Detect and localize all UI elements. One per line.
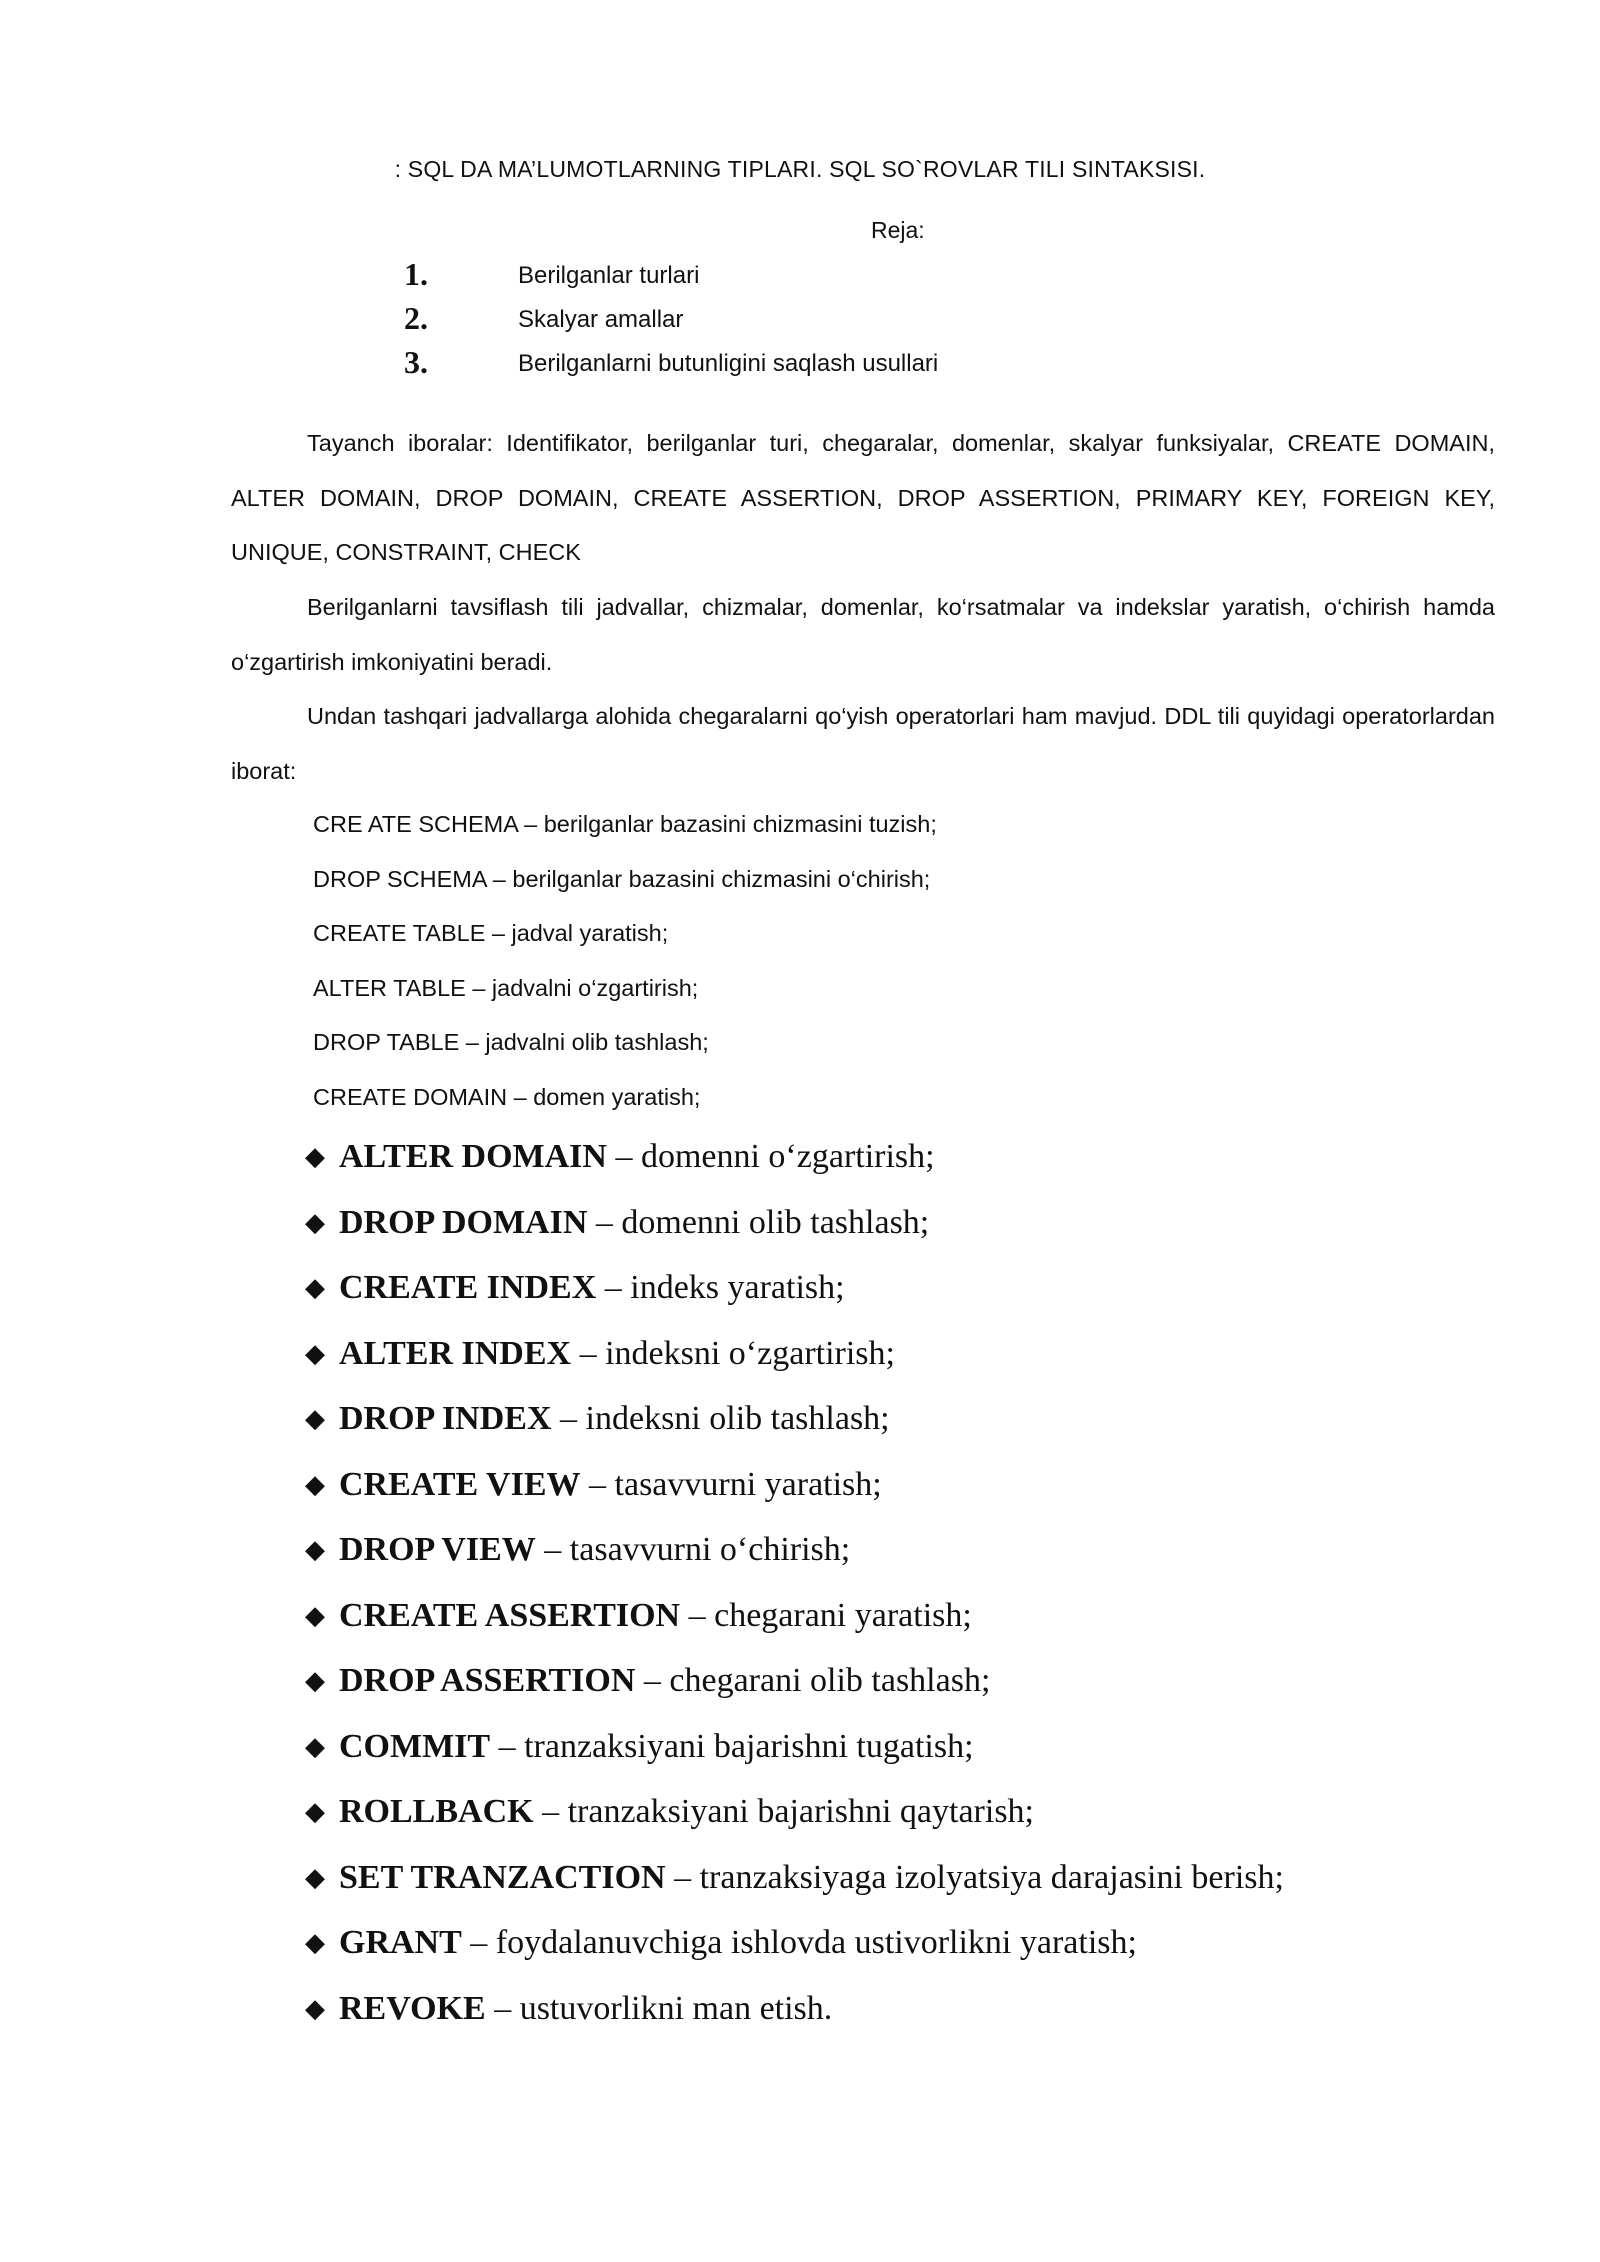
operator-keyword: SET TRANZACTION: [339, 1858, 666, 1896]
keywords-paragraph-text: Tayanch iboralar: Identifikator, berilganlar turi, chegaralar, domenlar, skalyar funksiyalar, CREATE DOMAIN, ALTER DOMAIN, DROP DOMAIN, CREATE ASSERTION, DROP ASSERTION, PRIMARY KEY, FOREIGN KEY, UNIQUE, CONSTRAINT, CHECK: [231, 430, 1495, 565]
operator-line: CREATE TABLE – jadval yaratish;: [313, 920, 669, 946]
operator-description: – tasavvurni yaratish;: [580, 1465, 882, 1503]
operator-keyword: DROP INDEX: [339, 1400, 552, 1437]
plan-item-number: 1.: [404, 256, 428, 292]
bulleted-operator-item: [305, 1976, 1284, 2042]
operator-description: – tranzaksiyaga izolyatsiya darajasini berish;: [665, 1858, 1284, 1896]
operator-keyword: REVOKE: [339, 1989, 486, 2027]
bulleted-operator-item: [305, 1190, 1284, 1256]
operator-description: – indeksni o‘zgartirish;: [571, 1334, 895, 1372]
operator-description: – tranzaksiyani bajarishni tugatish;: [490, 1727, 974, 1765]
plan-item-number: 2.: [404, 300, 428, 336]
operator-description: – foydalanuvchiga ishlovda ustivorlikni yaratish;: [461, 1924, 1137, 1961]
keywords-paragraph: [231, 416, 1495, 580]
operator-keyword: GRANT: [339, 1924, 462, 1961]
bulleted-operator-item: [305, 1255, 1284, 1321]
diamond-bullet-icon: ◆: [305, 1535, 325, 1564]
plan-item-text: Skalyar amallar: [518, 306, 684, 333]
operator-keyword: ROLLBACK: [339, 1793, 534, 1830]
bulleted-operator-item: [305, 1714, 1284, 1780]
operator-line: DROP TABLE – jadvalni olib tashlash;: [313, 1029, 709, 1055]
diamond-bullet-icon: ◆: [305, 1207, 325, 1237]
operator-description: – indeksni olib tashlash;: [551, 1400, 890, 1437]
operator-description: – indeks yaratish;: [596, 1269, 845, 1306]
operator-list-small: [313, 797, 937, 1124]
diamond-bullet-icon: ◆: [305, 1273, 325, 1302]
operator-description: – domenni o‘zgartirish;: [606, 1138, 935, 1175]
plan-item-number: 3.: [404, 344, 428, 380]
bulleted-operator-item: [305, 1321, 1284, 1387]
operator-keyword: COMMIT: [339, 1727, 491, 1765]
plan-item-text: Berilganlarni butunligini saqlash usullari: [518, 350, 939, 377]
diamond-bullet-icon: ◆: [305, 1142, 325, 1171]
operator-keyword: DROP DOMAIN: [339, 1203, 588, 1241]
bulleted-operator-item: [305, 1648, 1284, 1714]
diamond-bullet-icon: ◆: [305, 1797, 325, 1826]
operator-keyword: CREATE INDEX: [339, 1269, 597, 1306]
ddl-paragraph: [231, 580, 1495, 689]
bulleted-operator-item: [305, 1779, 1284, 1845]
bulleted-operator-item: [305, 1583, 1284, 1649]
bulleted-operator-item: [305, 1517, 1284, 1583]
bulleted-operator-item: [305, 1124, 1284, 1190]
operators-paragraph-text: Undan tashqari jadvallarga alohida chegaralarni qo‘yish operatorlari ham mavjud. DDL tili quyidagi operatorlardan iborat:: [231, 703, 1495, 784]
document-title: : SQL DA MA’LUMOTLARNING TIPLARI. SQL SO`ROVLAR TILI SINTAKSISI.: [394, 156, 1206, 182]
bulleted-operator-item: [305, 1845, 1284, 1911]
operator-description: – tasavvurni o‘chirish;: [535, 1531, 851, 1568]
operator-line: ALTER TABLE – jadvalni o‘zgartirish;: [313, 974, 699, 1001]
diamond-bullet-icon: ◆: [305, 1993, 325, 2023]
bulleted-operator-item: [305, 1452, 1284, 1518]
operator-list-bulleted: [305, 1124, 1284, 2041]
operator-keyword: ALTER DOMAIN: [339, 1138, 607, 1175]
diamond-bullet-icon: ◆: [305, 1862, 325, 1892]
diamond-bullet-icon: ◆: [305, 1666, 325, 1695]
plan-item-text: Berilganlar turlari: [518, 262, 700, 289]
diamond-bullet-icon: ◆: [305, 1404, 325, 1433]
diamond-bullet-icon: ◆: [305, 1600, 325, 1630]
operator-keyword: DROP VIEW: [339, 1531, 536, 1568]
operator-keyword: DROP ASSERTION: [339, 1662, 636, 1699]
operator-keyword: CREATE VIEW: [339, 1465, 581, 1503]
operator-line: CRE ATE SCHEMA – berilganlar bazasini chizmasini tuzish;: [313, 811, 937, 837]
operator-description: – chegarani olib tashlash;: [635, 1662, 991, 1699]
diamond-bullet-icon: ◆: [305, 1928, 325, 1957]
operator-description: – chegarani yaratish;: [680, 1596, 972, 1634]
operator-description: – domenni olib tashlash;: [587, 1203, 930, 1241]
diamond-bullet-icon: ◆: [305, 1338, 325, 1368]
operators-paragraph: [231, 689, 1495, 798]
diamond-bullet-icon: ◆: [305, 1731, 325, 1761]
plan-heading: Reja:: [871, 217, 925, 243]
bulleted-operator-item: [305, 1910, 1284, 1976]
operator-line: DROP SCHEMA – berilganlar bazasini chizmasini o‘chirish;: [313, 865, 931, 892]
ddl-paragraph-text: Berilganlarni tavsiflash tili jadvallar, chizmalar, domenlar, ko‘rsatmalar va indekslar yaratish, o‘chirish hamda o‘zgartirish imkoniyatini beradi.: [231, 594, 1495, 675]
operator-keyword: CREATE ASSERTION: [339, 1596, 681, 1634]
operator-keyword: ALTER INDEX: [339, 1334, 572, 1372]
operator-description: – ustuvorlikni man etish.: [485, 1989, 833, 2027]
operator-description: – tranzaksiyani bajarishni qaytarish;: [533, 1793, 1034, 1830]
diamond-bullet-icon: ◆: [305, 1469, 325, 1499]
operator-line: CREATE DOMAIN – domen yaratish;: [313, 1083, 701, 1110]
bulleted-operator-item: [305, 1386, 1284, 1452]
